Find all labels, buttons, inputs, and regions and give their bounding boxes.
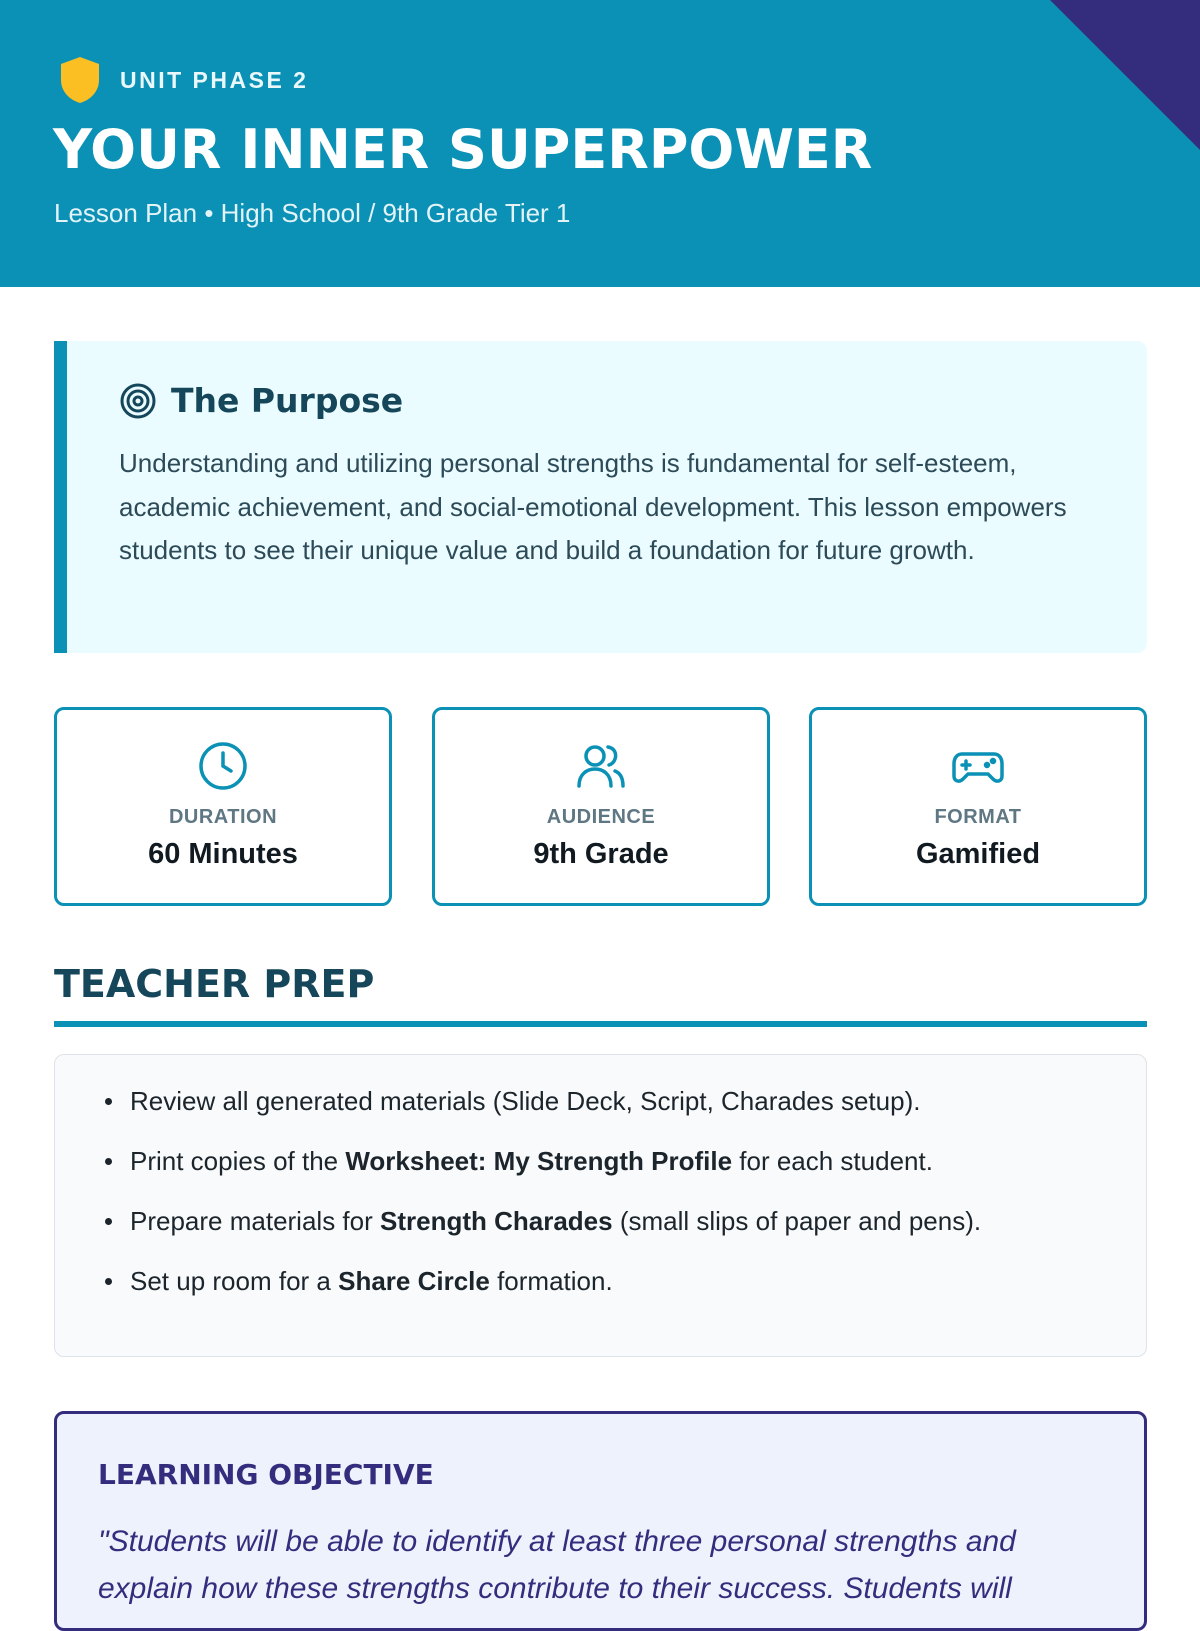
teacher-prep-list xyxy=(55,1083,981,1323)
objective-title: LEARNING OBJECTIVE xyxy=(98,1458,434,1491)
item-text: Set up room for a xyxy=(130,1266,339,1296)
item-text: for each student. xyxy=(732,1146,933,1176)
list-item xyxy=(130,1083,981,1143)
stat-label: DURATION xyxy=(168,806,278,828)
stat-card-format xyxy=(809,707,1147,906)
section-divider xyxy=(54,1021,1147,1027)
item-bold: Worksheet: My Strength Profile xyxy=(345,1146,733,1176)
teacher-prep-box xyxy=(54,1054,1147,1357)
stat-card-duration xyxy=(54,707,392,906)
item-bold: Share Circle xyxy=(338,1266,490,1296)
stat-label: AUDIENCE xyxy=(546,806,656,828)
stat-value: Gamified xyxy=(915,838,1041,870)
header-banner xyxy=(0,0,1200,287)
phase-row xyxy=(59,56,308,104)
list-item xyxy=(130,1143,981,1203)
page-subtitle: Lesson Plan • High School / 9th Grade Tier 1 xyxy=(54,198,571,228)
item-text: Prepare materials for xyxy=(130,1206,380,1236)
item-text: formation. xyxy=(489,1266,613,1296)
purpose-callout xyxy=(54,341,1147,653)
item-bold: Strength Charades xyxy=(379,1206,613,1236)
item-text: (small slips of paper and pens). xyxy=(612,1206,982,1236)
purpose-title: The Purpose xyxy=(171,381,404,420)
stat-value: 9th Grade xyxy=(533,838,669,870)
target-icon xyxy=(119,382,157,420)
users-icon xyxy=(575,740,627,792)
teacher-prep-heading: TEACHER PREP xyxy=(54,962,375,1006)
stat-card-audience xyxy=(432,707,770,906)
learning-objective-box xyxy=(54,1411,1147,1631)
corner-accent xyxy=(1050,0,1200,150)
stat-value: 60 Minutes xyxy=(148,838,298,870)
purpose-heading xyxy=(119,381,403,420)
objective-text: "Students will be able to identify at least three personal strengths and explain how these strengths contribute to their success. Students will xyxy=(98,1525,1016,1605)
gamepad-icon xyxy=(952,740,1004,792)
phase-label: UNIT PHASE 2 xyxy=(120,66,309,93)
item-text: Print copies of the xyxy=(130,1146,346,1176)
page-title: YOUR INNER SUPERPOWER xyxy=(53,118,873,181)
purpose-text: Understanding and utilizing personal strengths is fundamental for self-esteem, academic achievement, and social-emotional development. This lesson empowers students to see their unique value and build a foundation for future growth. xyxy=(119,448,1067,565)
shield-icon xyxy=(59,56,101,104)
clock-icon xyxy=(197,740,249,792)
stat-label: FORMAT xyxy=(934,806,1022,828)
list-item xyxy=(130,1203,981,1263)
item-text: Review all generated materials (Slide Deck, Script, Charades setup). xyxy=(130,1086,921,1116)
list-item xyxy=(130,1263,981,1323)
